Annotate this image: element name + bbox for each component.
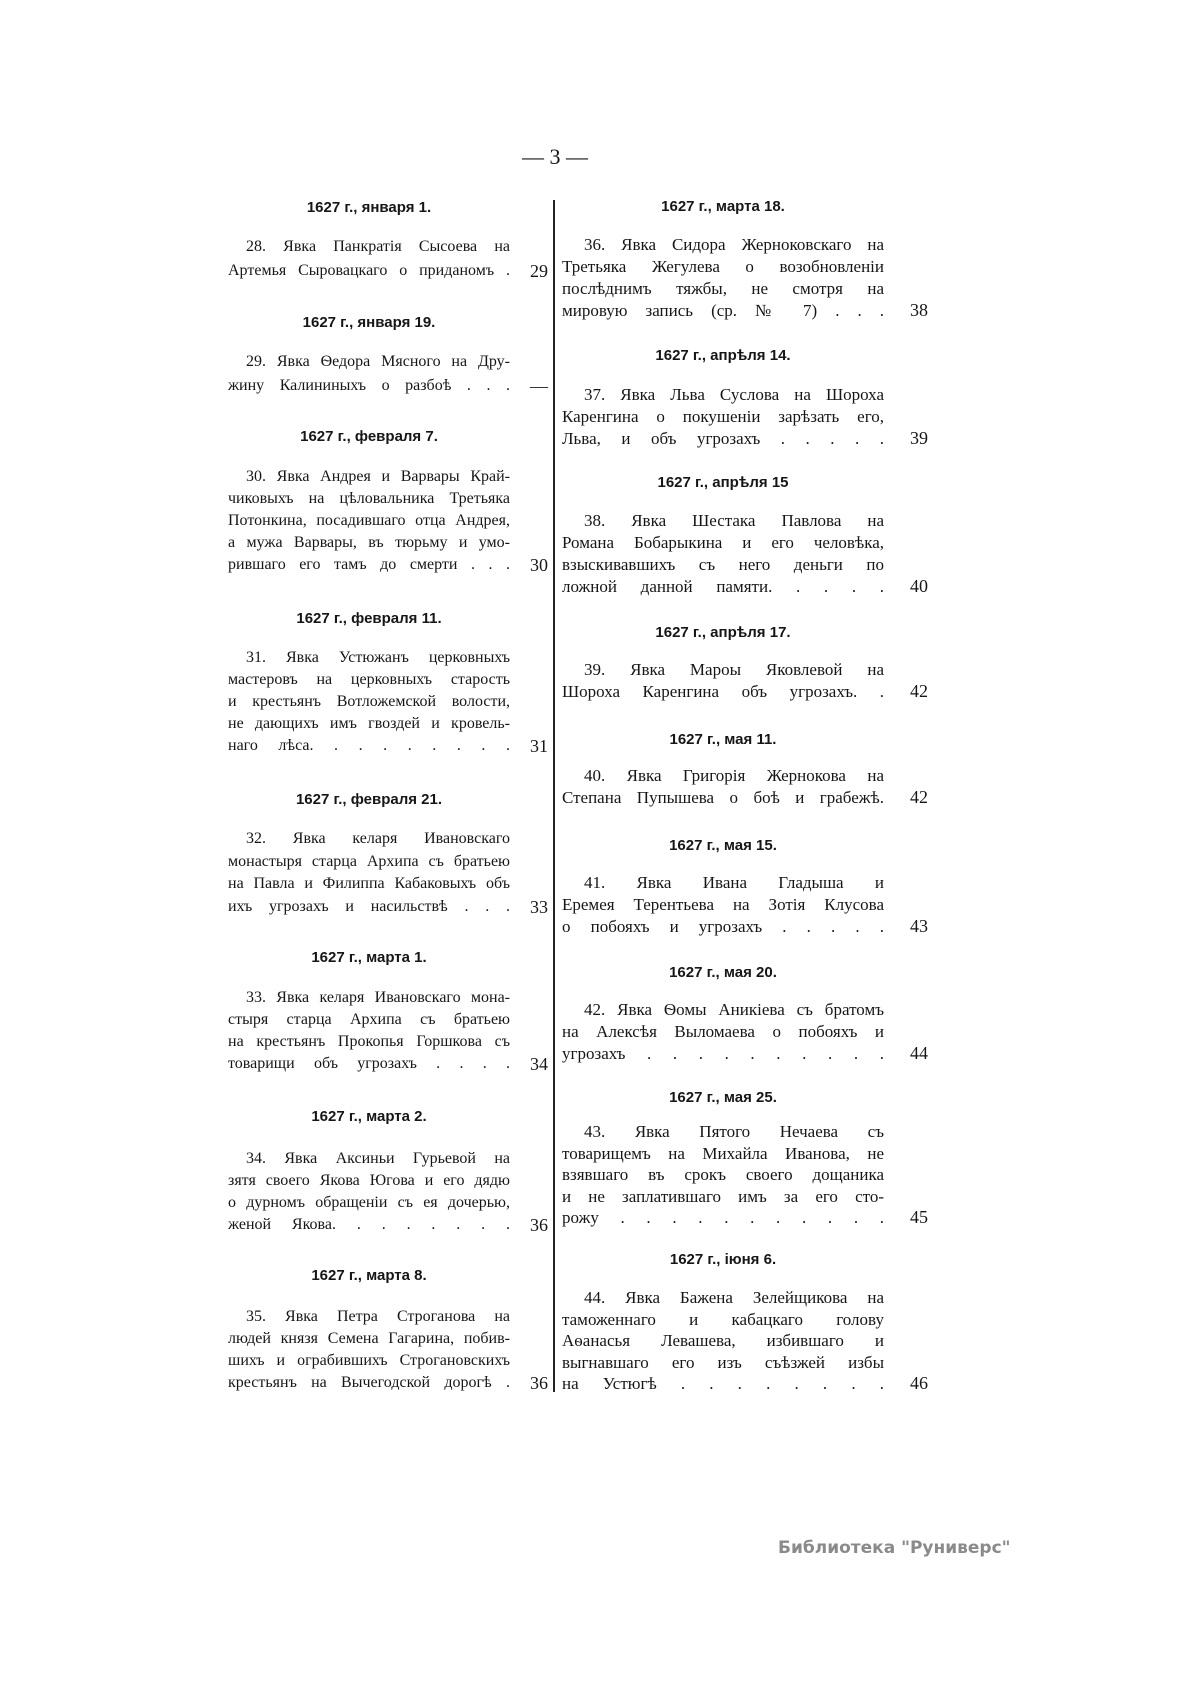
entry-text-line: 35. Явка Петра Строганова на [246,1308,510,1325]
entry-text-line: мировую запись (ср. № 7) . . . [562,301,884,320]
entry-text-line: на Павла и Филиппа Кабаковыхъ объ [228,875,510,892]
entry-text-line: наго лѣса. . . . . . . . . [228,737,510,754]
entry-date-heading: 1627 г., января 1. [306,199,432,216]
entry-text-line: шихъ и ограбившихъ Строгановскихъ [228,1352,510,1369]
entry-text-line: угрозахъ . . . . . . . . . . [562,1044,884,1063]
entry-date-heading: 1627 г., апрѣля 15 [657,474,789,491]
entry-page-reference: 46 [910,1373,928,1393]
entry-text-line: стыря старца Архипа съ братьею [228,1011,510,1028]
entry-text-line: выгнавшаго его изъ съѣзжей избы [562,1352,884,1372]
entry-page-reference: 43 [910,916,928,936]
entry-page-reference: 33 [530,896,548,917]
entry-text-line: о побояхъ и угрозахъ . . . . . [562,917,884,936]
entry-text-line: 36. Явка Сидора Жерноковскаго на [584,235,884,254]
entry-text-line: таможеннаго и кабацкаго голову [562,1309,884,1329]
entry-date-heading: 1627 г., іюня 6. [669,1251,777,1268]
entry-page-reference: 29 [530,261,548,281]
entry-text-line: крестьянъ на Вычегодской дорогѣ . [228,1374,510,1391]
entry-text-line: жину Калининыхъ о разбоѣ . . . [228,377,510,394]
entry-text-line: Еремея Терентьева на Зотія Клусова [562,895,884,914]
entry-page-reference: 36 [530,1215,548,1235]
entry-text-line: 28. Явка Панкратія Сысоева на [246,238,510,255]
entry-text-line: Артемья Сыровацкаго о приданомъ . [228,262,510,279]
entry-text-line: 43. Явка Пятого Нечаева съ [584,1122,884,1141]
entry-text-line: рившаго его тамъ до смерти . . . [228,556,510,573]
entry-text-line: Третьяка Жегулева о возобновленіи [562,257,884,276]
entry-text-line: 41. Явка Ивана Гладыша и [584,873,884,892]
entry-text-line: взыскивавшихъ съ него деньги по [562,555,884,574]
entry-page-reference: — [530,376,548,396]
entry-text-line: монастыря старца Архипа съ братьею [228,852,510,870]
entry-text-line: взявшаго въ срокъ своего дощаника [562,1165,884,1184]
entry-text-line: о дурномъ обращеніи съ ея дочерью, [228,1194,510,1211]
entry-date-heading: 1627 г., февраля 21. [295,791,443,808]
entry-date-heading: 1627 г., апрѣля 14. [655,347,791,364]
column-divider [553,200,555,1392]
entry-text-line: и не заплатившаго имъ за его сто- [562,1186,884,1206]
entry-date-heading: 1627 г., мая 25. [669,1089,777,1106]
entry-text-line: 33. Явка келаря Ивановскаго мона- [246,989,510,1006]
entry-page-reference: 40 [910,576,928,596]
entry-text-line: на Устюгѣ . . . . . . . . [562,1374,884,1393]
entry-text-line: и крестьянъ Вотложемской волости, [228,693,510,710]
entry-text-line: товарищемъ на Михайла Иванова, не [562,1143,884,1163]
entry-text-line: женой Якова. . . . . . . . [228,1216,510,1233]
entry-date-heading: 1627 г., марта 18. [661,198,785,215]
entry-text-line: чиковыхъ на цѣловальника Третьяка [228,490,510,507]
entry-text-line: 40. Явка Григорія Жернокова на [584,766,884,785]
entry-text-line: Степана Пупышева о боѣ и грабежѣ. [562,788,884,807]
entry-text-line: а мужа Варвары, въ тюрьму и умо- [228,534,510,551]
entry-text-line: Потонкина, посадившаго отца Андрея, [228,512,510,529]
entry-text-line: 30. Явка Андрея и Варвары Край- [246,468,510,485]
entry-page-reference: 39 [910,428,928,448]
entry-text-line: 34. Явка Аксиньи Гурьевой на [246,1150,510,1167]
entry-text-line: 37. Явка Льва Суслова на Шороха [584,385,884,404]
library-watermark: Библиотека "Руниверс" [778,1538,1011,1558]
entry-text-line: Шороха Каренгина объ угрозахъ. . [562,682,884,701]
entry-page-reference: 38 [910,300,928,320]
entry-date-heading: 1627 г., марта 1. [311,949,427,966]
entry-date-heading: 1627 г., апрѣля 17. [655,624,791,641]
entry-text-line: 31. Явка Устюжанъ церковныхъ [246,649,510,666]
entry-text-line: 39. Явка Мароы Яковлевой на [584,660,884,679]
page-number: — 3 — [522,144,588,169]
entry-text-line: Льва, и объ угрозахъ . . . . . [562,429,884,448]
entry-text-line: зятя своего Якова Югова и его дядю [228,1172,510,1189]
entry-date-heading: 1627 г., мая 15. [669,837,777,854]
entry-text-line: людей князя Семена Гагарина, побив- [228,1330,510,1347]
entry-text-line: ложной данной памяти. . . . . [562,577,884,596]
entry-text-line: 42. Явка Ѳомы Аникіева съ братомъ [584,1000,884,1019]
entry-text-line: 38. Явка Шестака Павлова на [584,511,884,530]
entry-text-line: 32. Явка келаря Ивановскаго [246,830,510,847]
entry-text-line: Каренгина о покушеніи зарѣзать его, [562,407,884,426]
entry-page-reference: 42 [910,681,928,701]
entry-page-reference: 44 [910,1043,928,1063]
entry-page-reference: 36 [530,1373,548,1393]
entry-text-line: рожу . . . . . . . . . . . [562,1208,884,1227]
entry-text-line: 44. Явка Бажена Зелейщикова на [584,1288,884,1307]
entry-date-heading: 1627 г., мая 20. [669,964,777,981]
entry-date-heading: 1627 г., марта 2. [311,1108,427,1125]
entry-date-heading: 1627 г., мая 11. [669,731,777,748]
entry-text-line: послѣднимъ тяжбы, не смотря на [562,279,884,298]
entry-text-line: ихъ угрозахъ и насильствѣ . . . [228,897,510,915]
entry-text-line: на Алексѣя Выломаева о побояхъ и [562,1022,884,1041]
entry-text-line: Романа Бобарыкина и его человѣка, [562,533,884,552]
entry-date-heading: 1627 г., февраля 11. [296,610,442,627]
entry-date-heading: 1627 г., февраля 7. [300,428,438,445]
entry-page-reference: 42 [910,787,928,807]
entry-page-reference: 31 [530,736,548,756]
entry-page-reference: 45 [910,1207,928,1227]
entry-page-reference: 34 [530,1054,548,1074]
entry-page-reference: 30 [530,555,548,575]
entry-text-line: Аѳанасья Левашева, избившаго и [562,1331,884,1350]
entry-text-line: не дающихъ имъ гвоздей и кровель- [228,715,510,732]
entry-date-heading: 1627 г., января 19. [302,314,436,331]
entry-text-line: товарищи объ угрозахъ . . . . [228,1055,510,1072]
entry-text-line: на крестьянъ Прокопья Горшкова съ [228,1033,510,1050]
entry-text-line: 29. Явка Ѳедора Мясного на Дру- [246,353,510,370]
entry-date-heading: 1627 г., марта 8. [311,1267,427,1284]
entry-text-line: мастеровъ на церковныхъ старость [228,671,510,688]
